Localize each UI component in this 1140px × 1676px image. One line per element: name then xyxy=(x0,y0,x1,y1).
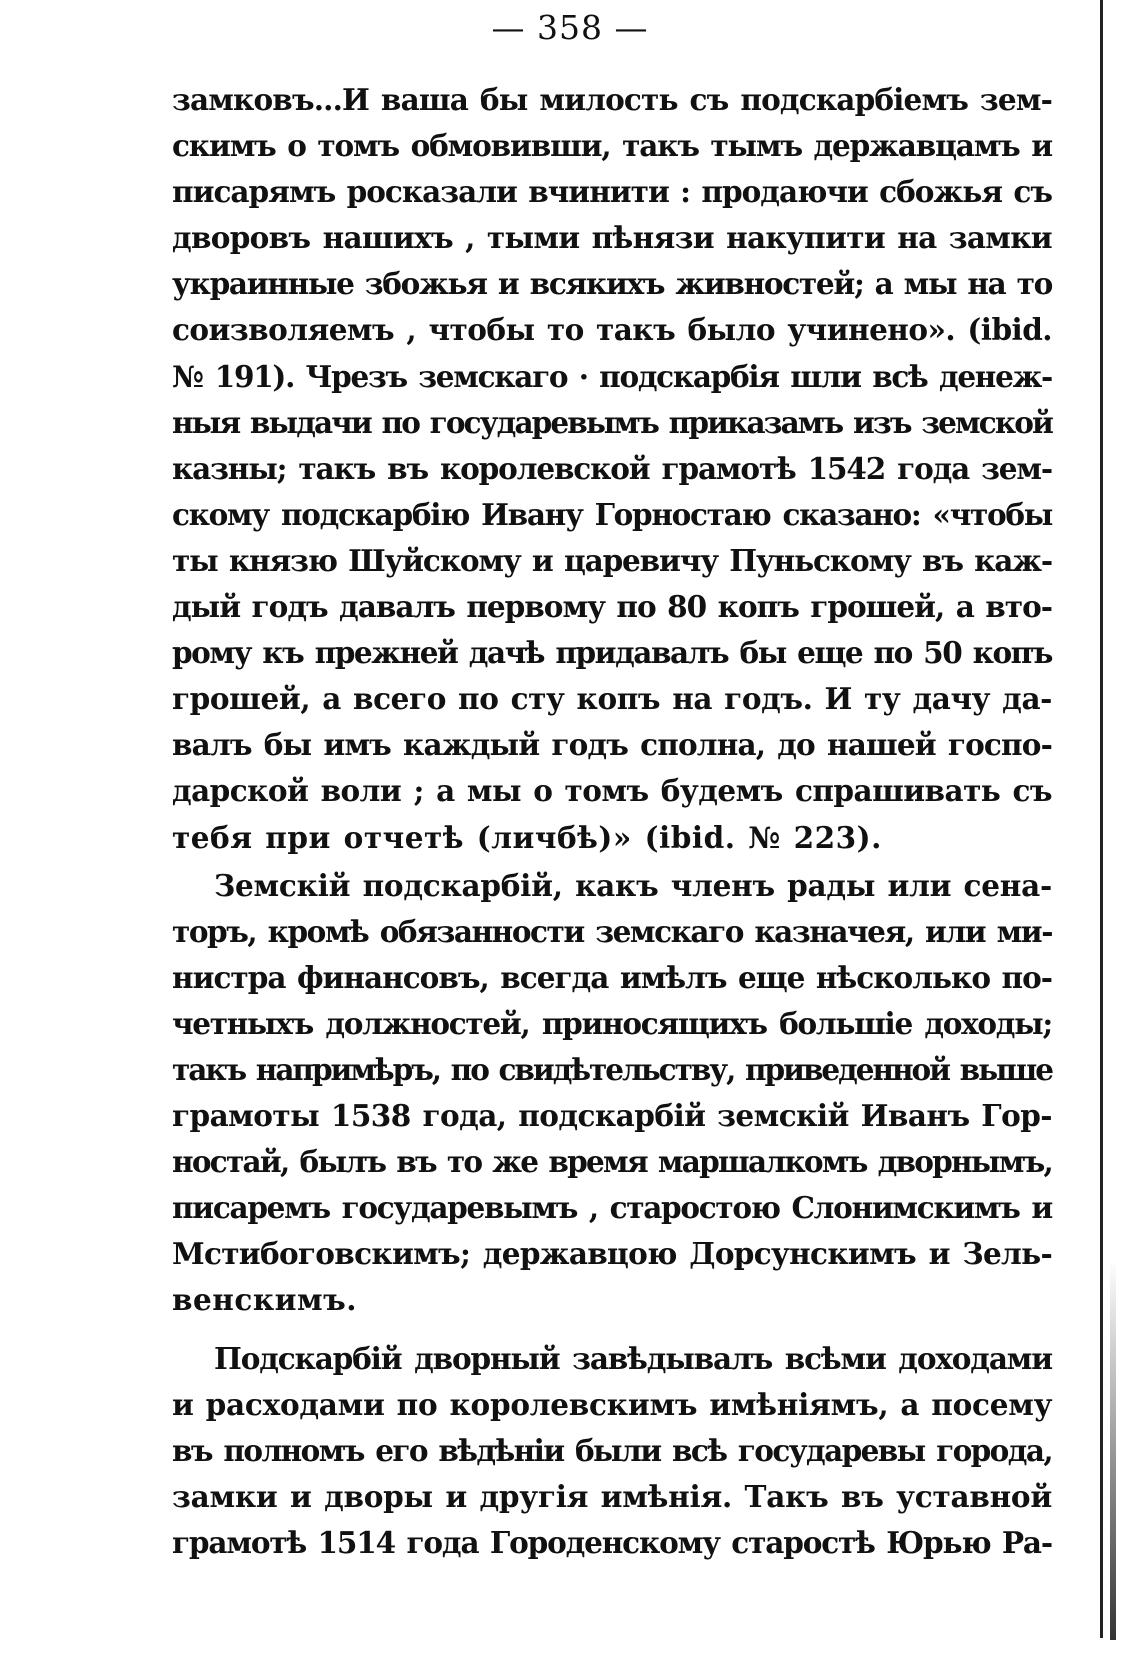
paragraph-3 xyxy=(172,1336,1052,1566)
body-text xyxy=(172,77,1052,1566)
text-line: писарямъ росказали вчинити : продаючи сбожья съ xyxy=(172,174,1052,210)
text-line: казны; такъ въ королевской грамотѣ 1542 года зем- xyxy=(172,450,1052,486)
page-edge-rule xyxy=(1100,0,1103,1638)
text-line: венскимъ. xyxy=(172,1282,358,1318)
paragraph-1 xyxy=(172,77,1052,861)
page-edge-shadow xyxy=(1110,1260,1116,1640)
text-line: въ полномъ его вѣдѣніи были всѣ государевы города, xyxy=(172,1432,1052,1468)
text-line: замковъ...И ваша бы милость съ подскарбіемъ зем- xyxy=(172,82,1052,117)
text-line: грамоты 1538 года, подскарбій земскій Иванъ Гор- xyxy=(172,1098,1052,1134)
text-line: ты князю Шуйскому и царевичу Пуньскому въ каж- xyxy=(172,542,1052,578)
text-line: скимъ о томъ обмовивши, такъ тымъ державцамъ и xyxy=(172,128,1052,164)
text-line: четныхъ должностей, приносящихъ большіе доходы; xyxy=(172,1005,1052,1041)
text-line: грамотѣ 1514 года Городенскому старостѣ Юрью Ра- xyxy=(172,1524,1052,1560)
text-line: такъ напримѣръ, по свидѣтельству, приведенной выше xyxy=(172,1051,1052,1087)
text-line: и расходами по королевскимъ имѣніямъ, а посему xyxy=(172,1386,1053,1422)
text-line: грошей, а всего по сту копъ на годъ. И ту дачу да- xyxy=(172,681,1052,717)
text-line: писаремъ государевымъ , старостою Слонимскимъ и xyxy=(172,1190,1052,1226)
text-line: Мстибоговскимъ; державцою Дорсунскимъ и Зель- xyxy=(172,1236,1052,1272)
text-line: тебя при отчетѣ (личбѣ)» (ibid. № 223). xyxy=(172,819,882,855)
text-line: валъ бы имъ каждый годъ сполна, до нашей госпо- xyxy=(172,727,1052,763)
text-line: торъ, кромѣ обязанности земскаго казначея, или ми- xyxy=(172,913,1052,949)
text-line: Подскарбій дворный завѣдывалъ всѣми доходами xyxy=(214,1340,1052,1376)
text-line: рому къ прежней дачѣ придавалъ бы еще по 50 копъ xyxy=(172,635,1052,671)
text-line: ныя выдачи по государевымъ приказамъ изъ земской xyxy=(172,404,1052,440)
text-line: скому подскарбію Ивану Горностаю сказано: «чтобы xyxy=(172,496,1052,532)
text-line: дый годъ давалъ первому по 80 копъ грошей, а вто- xyxy=(172,589,1052,625)
text-line: замки и дворы и другія имѣнія. Такъ въ уставной xyxy=(172,1478,1052,1514)
text-line: № 191). Чрезъ земскаго · подскарбія шли всѣ денеж- xyxy=(172,358,1052,394)
page-number: — 358 — xyxy=(491,8,649,47)
text-line: дворовъ нашихъ , тыми пѣнязи накупити на замки xyxy=(172,220,1052,256)
text-line: нистра финансовъ, всегда имѣлъ еще нѣсколько по- xyxy=(172,959,1052,995)
text-line: украинные збожья и всякихъ живностей; а мы на то xyxy=(172,266,1052,302)
text-line: ностай, былъ въ то же время маршалкомъ дворнымъ, xyxy=(172,1144,1052,1180)
paragraph-2 xyxy=(172,863,1052,1324)
text-line: соизволяемъ , чтобы то такъ было учинено». (ibid. xyxy=(172,312,1052,348)
text-line: Земскій подскарбій, какъ членъ рады или сена- xyxy=(214,867,1052,903)
text-line: дарской воли ; а мы о томъ будемъ спрашивать съ xyxy=(172,773,1052,809)
